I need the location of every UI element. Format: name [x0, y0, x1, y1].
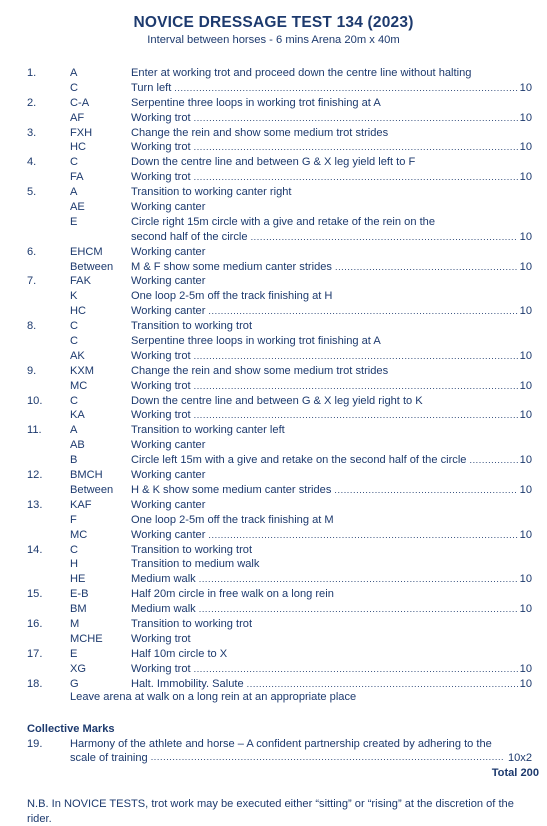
- movement-description: Transition to working canter right: [131, 186, 292, 199]
- movement-row: [0, 647, 547, 662]
- movement-description: Medium walk: [131, 573, 196, 586]
- arena-letter: AF: [70, 111, 85, 124]
- arena-letter: FXH: [70, 126, 93, 139]
- movement-description-cell: [131, 602, 532, 617]
- movement-description: One loop 2-5m off the track finishing at H: [131, 290, 333, 303]
- arena-letter: HE: [70, 573, 86, 586]
- movement-row: [0, 423, 547, 438]
- movement-description: M & F show some medium canter strides: [131, 260, 332, 273]
- dot-leader: [247, 677, 518, 692]
- arena-letter: Between: [70, 260, 114, 273]
- movement-description: Transition to working canter left: [131, 424, 285, 437]
- collective-score: 10x2: [507, 752, 532, 764]
- dot-leader: [194, 408, 518, 423]
- dot-leader: [199, 572, 518, 587]
- movement-number: 9.: [27, 364, 37, 377]
- movement-number: 4.: [27, 156, 37, 169]
- total-score: Total 200: [491, 767, 539, 779]
- movement-number: 18.: [27, 677, 43, 690]
- arena-letter: KXM: [70, 364, 95, 377]
- movement-description: Working trot: [131, 379, 191, 392]
- movement-row: [0, 140, 547, 155]
- movement-list: [0, 66, 547, 691]
- footnote: N.B. In NOVICE TESTS, trot work may be executed either “sitting” or “rising” at the discretion of the rider.: [27, 798, 514, 825]
- dot-leader: [251, 230, 518, 245]
- arena-letter: KAF: [70, 498, 92, 511]
- movement-description: Enter at working trot and proceed down the centre line without halting: [131, 67, 472, 79]
- arena-letter: E: [70, 215, 78, 228]
- movement-row: [0, 274, 547, 289]
- dot-leader: [334, 483, 517, 498]
- movement-description: One loop 2-5m off the track finishing at M: [131, 513, 334, 526]
- movement-description: Circle right 15m circle with a give and retake of the rein on the: [131, 215, 435, 228]
- movement-number: 3.: [27, 126, 37, 139]
- movement-description-cell: [131, 185, 532, 200]
- movement-description-cell: [131, 617, 532, 632]
- arena-letter: XG: [70, 662, 87, 675]
- max-score: 10: [519, 662, 532, 675]
- max-score: 10: [519, 260, 532, 273]
- movement-description: Working canter: [131, 245, 206, 258]
- movement-description-cell: [131, 274, 532, 289]
- collective-mark-continuation: [70, 752, 532, 764]
- arena-letter: BMCH: [70, 469, 103, 482]
- movement-description: Working trot: [131, 662, 191, 675]
- movement-description: Down the centre line and between G & X leg yield right to K: [131, 394, 423, 407]
- movement-description-cell: [131, 394, 532, 409]
- dot-leader: [194, 349, 518, 364]
- max-score: 10: [519, 230, 532, 243]
- movement-description-cell: [131, 647, 532, 662]
- max-score: 10: [519, 379, 532, 392]
- movement-description-cell: [131, 483, 532, 498]
- arena-letter: AK: [70, 349, 85, 362]
- dot-leader: [199, 602, 518, 617]
- movement-row: [0, 528, 547, 543]
- movement-number: 8.: [27, 320, 37, 333]
- movement-row: [0, 126, 547, 141]
- arena-letter: E-B: [70, 588, 89, 601]
- movement-row: [0, 289, 547, 304]
- movement-row: [0, 632, 547, 647]
- movement-description: Half 10m circle to X: [131, 647, 228, 660]
- movement-description-cell: [131, 230, 532, 245]
- movement-row: [0, 513, 547, 528]
- movement-number: 1.: [27, 67, 37, 79]
- movement-description-cell: [131, 260, 532, 275]
- dot-leader: [194, 379, 518, 394]
- movement-row: [0, 617, 547, 632]
- movement-description-cell: [131, 170, 532, 185]
- movement-description: Half 20m circle in free walk on a long rein: [131, 588, 334, 601]
- arena-letter: C: [70, 156, 79, 169]
- movement-description-cell: [131, 126, 532, 141]
- max-score: 10: [519, 81, 532, 94]
- max-score: 10: [519, 677, 532, 690]
- dot-leader: [469, 453, 517, 468]
- movement-description-cell: [131, 96, 532, 111]
- movement-description: Working trot: [131, 171, 191, 184]
- movement-row: [0, 66, 547, 81]
- movement-description-cell: [131, 632, 532, 647]
- arena-letter: FA: [70, 171, 84, 184]
- movement-description: Medium walk: [131, 603, 196, 616]
- movement-description: Working trot: [131, 409, 191, 422]
- movement-description-cell: [131, 304, 532, 319]
- max-score: 10: [519, 171, 532, 184]
- max-score: 10: [519, 141, 532, 154]
- arena-letter: B: [70, 454, 78, 467]
- movement-description-cell: [131, 543, 532, 558]
- max-score: 10: [519, 111, 532, 124]
- arena-letter: AB: [70, 439, 85, 452]
- arena-letter: HC: [70, 305, 87, 318]
- movement-row: [0, 155, 547, 170]
- movement-row: [0, 498, 547, 513]
- movement-description: Change the rein and show some medium trot strides: [131, 126, 389, 139]
- movement-row: [0, 304, 547, 319]
- movement-description: Down the centre line and between G & X leg yield left to F: [131, 156, 416, 169]
- movement-number: 16.: [27, 617, 43, 630]
- movement-description: Serpentine three loops in working trot finishing at A: [131, 335, 381, 348]
- movement-row: [0, 364, 547, 379]
- dot-leader: [194, 662, 518, 677]
- max-score: 10: [519, 573, 532, 586]
- movement-row: [0, 185, 547, 200]
- movement-description-cell: [131, 140, 532, 155]
- dot-leader: [194, 170, 518, 185]
- movement-description-cell: [131, 349, 532, 364]
- movement-description-cell: [131, 498, 532, 513]
- movement-description: Working canter: [131, 498, 206, 511]
- test-subtitle: Interval between horses - 6 mins Arena 20m x 40m: [147, 34, 400, 46]
- movement-number: 14.: [27, 543, 43, 556]
- arena-letter: MC: [70, 528, 88, 541]
- movement-description: Working canter: [131, 201, 206, 214]
- movement-description-cell: [131, 528, 532, 543]
- max-score: 10: [519, 483, 532, 496]
- movement-description-cell: [131, 423, 532, 438]
- arena-letter: C: [70, 394, 79, 407]
- movement-description-cell: [131, 379, 532, 394]
- movement-description-cell: [131, 215, 532, 230]
- arena-letter: E: [70, 647, 78, 660]
- movement-row: [0, 96, 547, 111]
- movement-number: 10.: [27, 394, 43, 407]
- movement-description-cell: [131, 334, 532, 349]
- movement-number: 6.: [27, 245, 37, 258]
- movement-description: Transition to working trot: [131, 320, 253, 333]
- max-score: 10: [519, 603, 532, 616]
- arena-letter: KA: [70, 409, 85, 422]
- movement-description-cell: [131, 438, 532, 453]
- arena-letter: A: [70, 424, 78, 437]
- movement-description: Transition to working trot: [131, 543, 253, 556]
- movement-row: [0, 200, 547, 215]
- movement-description-cell: [131, 677, 532, 692]
- dot-leader: [208, 528, 517, 543]
- max-score: 10: [519, 349, 532, 362]
- movement-description-cell: [131, 662, 532, 677]
- movement-row: [0, 572, 547, 587]
- movement-description-cell: [131, 289, 532, 304]
- dot-leader: [174, 81, 517, 96]
- collective-description: Harmony of the athlete and horse – A confident partnership created by adhering to the: [70, 738, 492, 750]
- movement-description: H & K show some medium canter strides: [131, 483, 332, 496]
- movement-row: [0, 453, 547, 468]
- movement-row: [0, 215, 547, 230]
- dot-leader: [194, 111, 518, 126]
- arena-letter: FAK: [70, 275, 91, 288]
- arena-letter: C: [70, 543, 79, 556]
- movement-description-cell: [131, 81, 532, 96]
- arena-letter: BM: [70, 603, 87, 616]
- movement-number: 7.: [27, 275, 37, 288]
- leave-arena-text: Leave arena at walk on a long rein at an appropriate place: [70, 691, 357, 703]
- movement-description: Working canter: [131, 439, 206, 452]
- movement-description-cell: [131, 468, 532, 483]
- movement-row: [0, 438, 547, 453]
- movement-description-cell: [131, 111, 532, 126]
- arena-letter: C: [70, 335, 79, 348]
- arena-letter: G: [70, 677, 79, 690]
- arena-letter: Between: [70, 483, 114, 496]
- movement-number: 5.: [27, 186, 37, 199]
- arena-letter: MC: [70, 379, 88, 392]
- movement-description: Working trot: [131, 349, 191, 362]
- movement-description-cell: [131, 200, 532, 215]
- movement-number: 13.: [27, 498, 43, 511]
- movement-description: Halt. Immobility. Salute: [131, 677, 244, 690]
- movement-row: [0, 557, 547, 572]
- movement-description-cell: [131, 245, 532, 260]
- movement-row: [0, 543, 547, 558]
- movement-description-cell: [131, 408, 532, 423]
- max-score: 10: [519, 454, 532, 467]
- dot-leader: [208, 304, 517, 319]
- movement-number: 2.: [27, 96, 37, 109]
- movement-row: [0, 230, 547, 245]
- movement-description: Working canter: [131, 275, 206, 288]
- test-title: NOVICE DRESSAGE TEST 134 (2023): [133, 14, 414, 31]
- movement-description-cell: [131, 66, 532, 81]
- arena-letter: F: [70, 513, 77, 526]
- arena-letter: AE: [70, 201, 85, 214]
- movement-description: Working canter: [131, 469, 206, 482]
- arena-letter: C: [70, 320, 79, 333]
- movement-description: Circle left 15m with a give and retake on the second half of the circle: [131, 454, 467, 467]
- movement-number: 15.: [27, 588, 43, 601]
- arena-letter: EHCM: [70, 245, 103, 258]
- movement-description-cell: [131, 364, 532, 379]
- movement-description: Serpentine three loops in working trot finishing at A: [131, 96, 381, 109]
- movement-row: [0, 334, 547, 349]
- collective-number: 19.: [27, 738, 43, 750]
- max-score: 10: [519, 305, 532, 318]
- movement-description: Turn left: [131, 81, 172, 94]
- collective-description-continued: scale of training: [70, 752, 148, 764]
- dot-leader: [335, 260, 518, 275]
- movement-description-cell: [131, 319, 532, 334]
- movement-description: Transition to medium walk: [131, 558, 260, 571]
- movement-row: [0, 677, 547, 692]
- movement-number: 11.: [27, 424, 42, 437]
- movement-row: [0, 602, 547, 617]
- movement-row: [0, 319, 547, 334]
- movement-row: [0, 394, 547, 409]
- movement-row: [0, 662, 547, 677]
- arena-letter: A: [70, 186, 78, 199]
- movement-description: Working canter: [131, 528, 206, 541]
- arena-letter: M: [70, 617, 80, 630]
- movement-row: [0, 111, 547, 126]
- movement-row: [0, 379, 547, 394]
- movement-number: 17.: [27, 647, 43, 660]
- dot-leader: [194, 140, 518, 155]
- movement-row: [0, 587, 547, 602]
- movement-description: Working trot: [131, 632, 191, 645]
- dot-leader: [151, 752, 504, 764]
- movement-description: Change the rein and show some medium trot strides: [131, 364, 389, 377]
- arena-letter: H: [70, 558, 79, 571]
- movement-description-cell: [131, 572, 532, 587]
- movement-description-cell: [131, 587, 532, 602]
- movement-row: [0, 483, 547, 498]
- max-score: 10: [519, 409, 532, 422]
- arena-letter: K: [70, 290, 78, 303]
- movement-row: [0, 260, 547, 275]
- arena-letter: C: [70, 81, 79, 94]
- movement-description-cell: [131, 513, 532, 528]
- max-score: 10: [519, 528, 532, 541]
- arena-letter: A: [70, 67, 78, 79]
- movement-description-cell: [131, 155, 532, 170]
- movement-row: [0, 170, 547, 185]
- movement-row: [0, 468, 547, 483]
- arena-letter: MCHE: [70, 632, 103, 645]
- movement-description: Working trot: [131, 141, 191, 154]
- movement-row: [0, 408, 547, 423]
- collective-marks-heading: Collective Marks: [27, 723, 115, 735]
- movement-description: Working trot: [131, 111, 191, 124]
- movement-description: second half of the circle: [131, 230, 248, 243]
- arena-letter: HC: [70, 141, 87, 154]
- movement-description: Working canter: [131, 305, 206, 318]
- movement-row: [0, 81, 547, 96]
- movement-row: [0, 349, 547, 364]
- movement-number: 12.: [27, 469, 43, 482]
- movement-description-cell: [131, 557, 532, 572]
- movement-row: [0, 245, 547, 260]
- movement-description: Transition to working trot: [131, 617, 253, 630]
- movement-description-cell: [131, 453, 532, 468]
- arena-letter: C-A: [70, 96, 90, 109]
